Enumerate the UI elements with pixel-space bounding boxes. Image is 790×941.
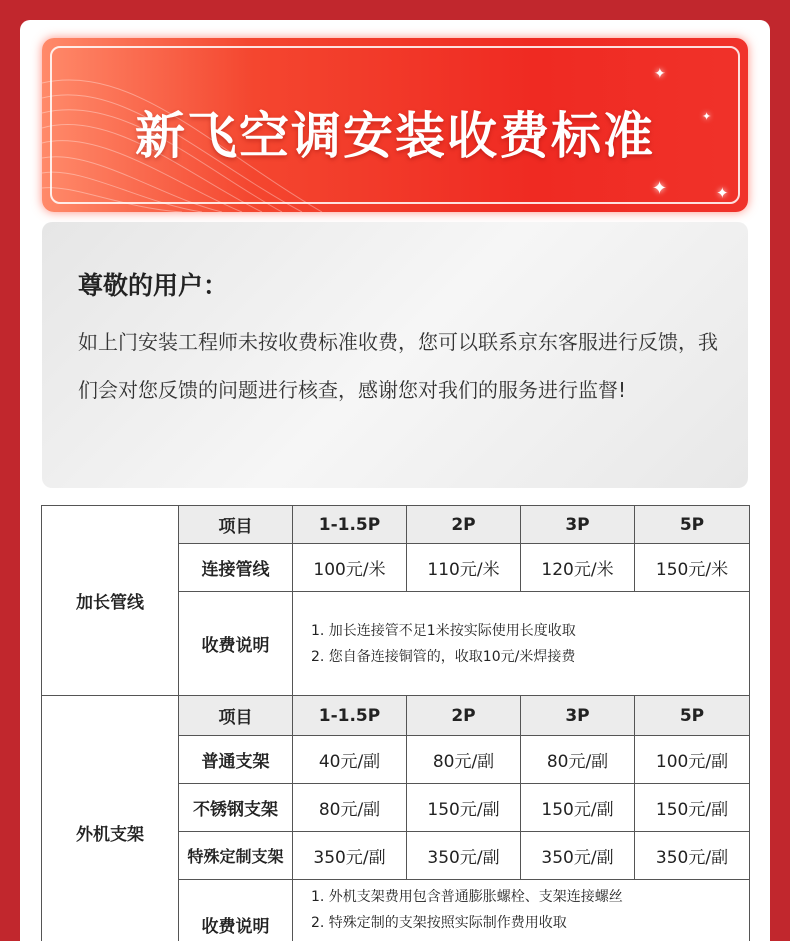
note-line: 2. 您自备连接铜管的，收取10元/米焊接费	[311, 648, 576, 665]
header-cell: 1-1.5P	[293, 506, 407, 544]
bracket-header-row	[42, 696, 750, 736]
price-cell: 150元/米	[635, 544, 750, 592]
notes-cell	[293, 880, 750, 941]
price-cell: 120元/米	[521, 544, 635, 592]
sparkle-icon: ✦	[654, 66, 666, 82]
sparkle-icon: ✦	[716, 184, 729, 202]
row-label: 普通支架	[179, 736, 293, 784]
header-cell: 3P	[521, 696, 635, 736]
notes-cell	[293, 592, 750, 696]
price-cell: 150元/副	[407, 784, 521, 832]
price-cell: 350元/副	[293, 832, 407, 880]
group-label-pipe: 加长管线	[42, 506, 179, 696]
price-cell: 350元/副	[635, 832, 750, 880]
price-cell: 80元/副	[521, 736, 635, 784]
row-label: 不锈钢支架	[179, 784, 293, 832]
row-label: 连接管线	[179, 544, 293, 592]
fee-table	[41, 505, 750, 941]
notice-body: 如上门安装工程师未按收费标准收费，您可以联系京东客服进行反馈，我们会对您反馈的问题进行核查，感谢您对我们的服务进行监督!	[78, 330, 718, 402]
price-cell: 80元/副	[407, 736, 521, 784]
title-banner	[42, 38, 748, 212]
price-cell: 110元/米	[407, 544, 521, 592]
price-cell: 350元/副	[407, 832, 521, 880]
price-cell: 150元/副	[521, 784, 635, 832]
price-cell: 100元/米	[293, 544, 407, 592]
price-cell: 40元/副	[293, 736, 407, 784]
header-cell: 3P	[521, 506, 635, 544]
price-cell: 100元/副	[635, 736, 750, 784]
banner-title: 新飞空调安装收费标准	[135, 107, 655, 165]
sparkle-icon: ✦	[702, 110, 712, 123]
note-line: 1. 加长连接管不足1米按实际使用长度收取	[311, 622, 576, 639]
row-label: 特殊定制支架	[179, 832, 293, 880]
pipe-header-row	[42, 506, 750, 544]
sparkle-icon: ✦	[652, 178, 668, 199]
group-label-bracket: 外机支架	[42, 696, 179, 941]
notes-label: 收费说明	[179, 880, 293, 941]
notice-box	[42, 222, 748, 488]
notice-title: 尊敬的用户：	[78, 271, 229, 300]
header-cell: 2P	[407, 506, 521, 544]
note-line: 1. 外机支架费用包含普通膨胀螺栓、支架连接螺丝	[311, 889, 623, 905]
header-cell: 5P	[635, 696, 750, 736]
header-cell: 项目	[179, 506, 293, 544]
price-cell: 150元/副	[635, 784, 750, 832]
header-cell: 1-1.5P	[293, 696, 407, 736]
content-card	[20, 20, 770, 941]
header-cell: 2P	[407, 696, 521, 736]
notes-label: 收费说明	[179, 592, 293, 696]
price-cell: 80元/副	[293, 784, 407, 832]
note-line: 2. 特殊定制的支架按照实际制作费用收取	[311, 915, 567, 931]
price-cell: 350元/副	[521, 832, 635, 880]
header-cell: 5P	[635, 506, 750, 544]
header-cell: 项目	[179, 696, 293, 736]
